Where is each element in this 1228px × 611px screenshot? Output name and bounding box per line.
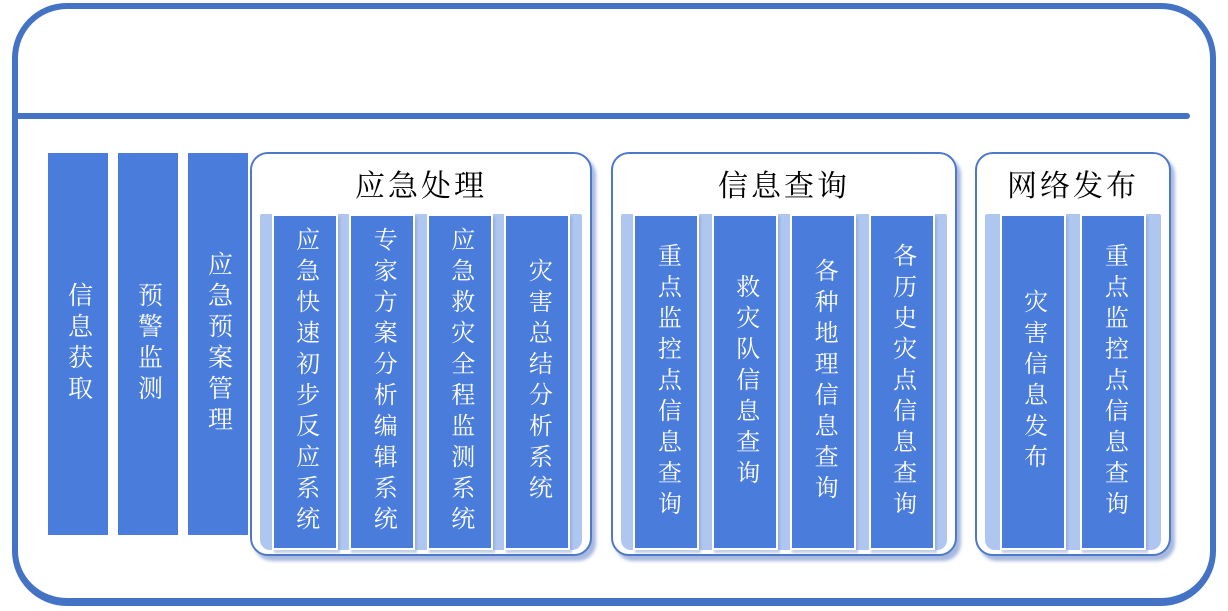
- bar-early-warning-monitoring: [118, 153, 178, 535]
- system-column-label: 灾害总结分析系统: [524, 258, 551, 506]
- header-band: [20, 10, 1190, 110]
- system-column: [272, 214, 338, 550]
- group-title: 网络发布: [1007, 170, 1139, 203]
- system-column-label: 重点监控点信息查询: [1100, 242, 1127, 522]
- system-column-label: 应急快速初步反应系统: [291, 227, 318, 537]
- system-column: [790, 214, 856, 550]
- system-column-label: 重点监控点信息查询: [653, 242, 680, 522]
- system-column: [712, 214, 778, 550]
- group-network-publishing: [975, 152, 1171, 556]
- group-information-query: [611, 152, 957, 556]
- system-column: [349, 214, 415, 550]
- system-column-label: 救灾队信息查询: [731, 273, 758, 491]
- system-column-label: 各种地理信息查询: [810, 258, 837, 506]
- system-column: [1080, 214, 1146, 550]
- bar-emergency-plan-management: [188, 153, 248, 535]
- group-panel: [260, 214, 582, 550]
- bar-label: 应急预案管理: [204, 251, 232, 437]
- system-column-label: 灾害信息发布: [1019, 289, 1046, 475]
- group-emergency-processing: [250, 152, 592, 556]
- system-column: [1000, 214, 1066, 550]
- header-divider-line: [15, 113, 1190, 119]
- system-column: [869, 214, 935, 550]
- group-title: 应急处理: [355, 170, 487, 203]
- system-column: [633, 214, 699, 550]
- system-column: [427, 214, 493, 550]
- group-panel: [985, 214, 1161, 550]
- system-column-label: 应急救灾全程监测系统: [446, 227, 473, 537]
- system-column-label: 专家方案分析编辑系统: [369, 227, 396, 537]
- bar-label: 信息获取: [64, 282, 92, 406]
- system-column: [504, 214, 570, 550]
- bar-label: 预警监测: [134, 282, 162, 406]
- system-column-label: 各历史灾点信息查询: [888, 242, 915, 522]
- group-title: 信息查询: [718, 170, 850, 203]
- group-panel: [621, 214, 947, 550]
- bar-information-acquisition: [48, 153, 108, 535]
